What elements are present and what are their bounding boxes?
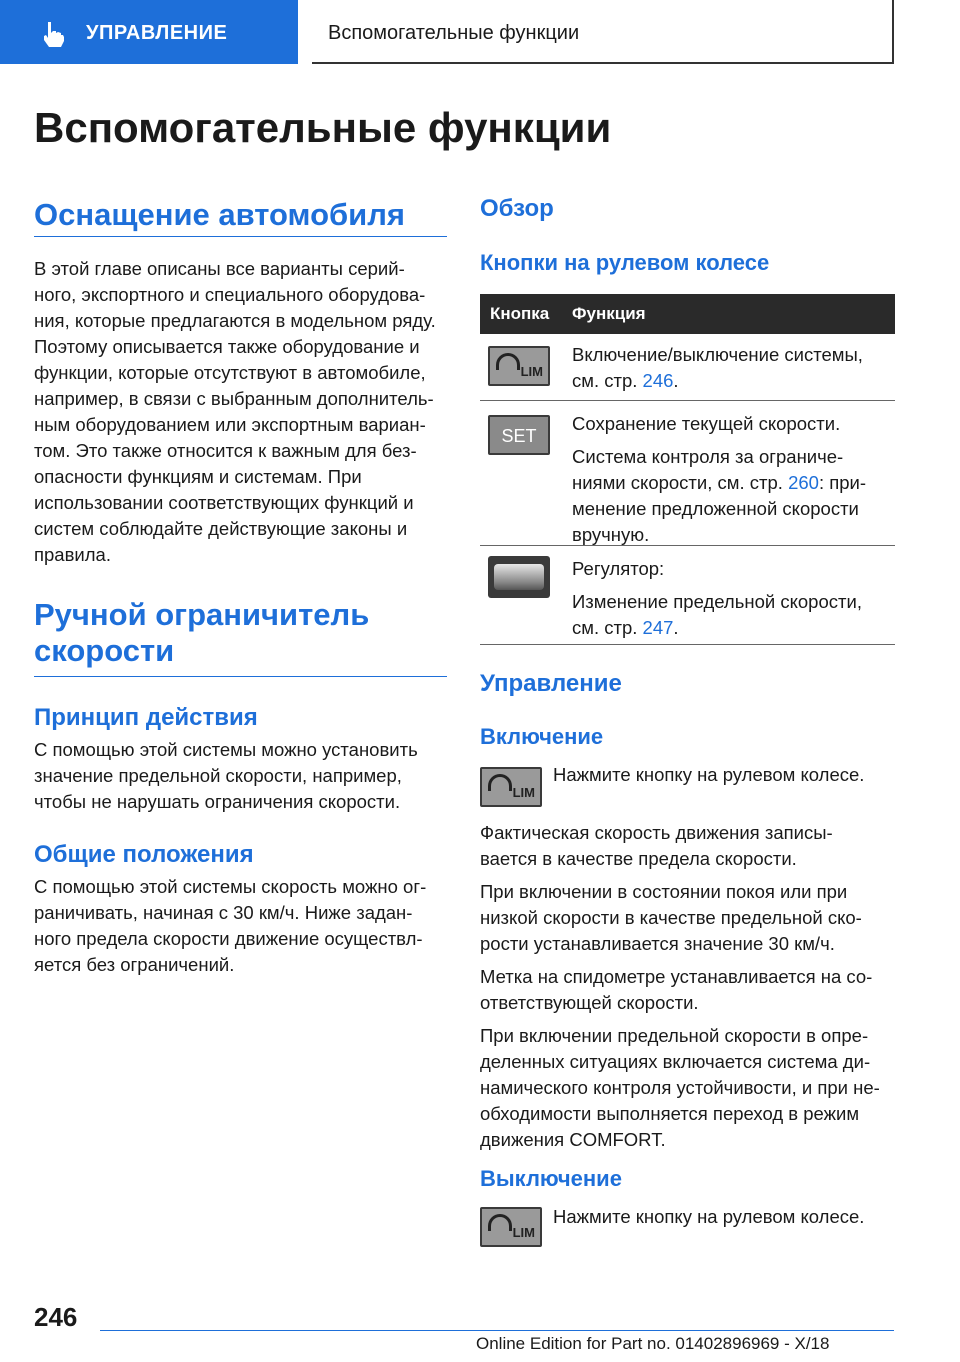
text-line: использовании соответствующих функций и <box>34 492 414 513</box>
text-line: движения COMFORT. <box>480 1129 666 1150</box>
text-line: деленных ситуациях включается система ди- <box>480 1051 871 1072</box>
equipment-text <box>34 256 447 568</box>
hand-pointer-icon <box>38 20 66 48</box>
limiter-heading-line: Ручной ограничитель <box>34 597 370 632</box>
set-button-icon: SET <box>488 415 550 455</box>
text-line: Сохранение текущей скорости. <box>572 413 841 434</box>
footer-rule <box>100 1330 894 1331</box>
page-link-260[interactable]: 260 <box>788 472 819 493</box>
control-heading: Управление <box>480 670 622 697</box>
paragraph <box>480 820 895 872</box>
text-line: В этой главе описаны все варианты серий- <box>34 258 405 279</box>
text-line: ным оборудованием или экспортным вариан- <box>34 414 426 435</box>
text-line: яется без ограничений. <box>34 954 235 975</box>
text-line: правила. <box>34 544 111 565</box>
paragraph <box>480 964 895 1016</box>
text-line: ного, экспортного и специального оборудова- <box>34 284 426 305</box>
overview-heading: Обзор <box>480 195 554 222</box>
row-function-text <box>572 411 866 548</box>
chapter-tab[interactable] <box>0 0 298 64</box>
text-line: функции, которые отсутствуют в автомобиле, <box>34 362 426 383</box>
text-line: При включении в состоянии покоя или при <box>480 881 848 902</box>
wheel-buttons-heading: Кнопки на рулевом колесе <box>480 250 770 275</box>
edition-note: Online Edition for Part no. 01402896969 - X/18 <box>476 1334 830 1353</box>
switch-off-heading: Выключение <box>480 1166 622 1191</box>
text-line: менение предложенной скорости <box>572 498 859 519</box>
text-line: вается в качестве предела скорости. <box>480 848 797 869</box>
text-line: Включение/выключение системы, <box>572 344 863 365</box>
principle-heading: Принцип действия <box>34 704 258 731</box>
text-line: см. стр. 246. <box>572 370 679 391</box>
text-line: Поэтому описывается также оборудование и <box>34 336 420 357</box>
rocker-switch-icon <box>488 556 550 598</box>
text-line: низкой скорости в качестве предельной ско- <box>480 907 862 928</box>
switch-on-heading: Включение <box>480 724 604 749</box>
limiter-heading-line: скорости <box>34 633 175 668</box>
text-line: С помощью этой системы можно установить <box>34 739 418 760</box>
text-line: чтобы не нарушать ограничения скорости. <box>34 791 401 812</box>
text-line: обходимости выполняется переход в режим <box>480 1103 860 1124</box>
text-line: Фактическая скорость движения записы- <box>480 822 833 843</box>
chapter-tab-label: УПРАВЛЕНИЕ <box>86 22 228 44</box>
paragraph <box>480 879 895 957</box>
text-line: вручную. <box>572 524 650 545</box>
text-line: намического контроля устойчивости, и при не- <box>480 1077 880 1098</box>
text-line: Система контроля за ограниче- <box>572 446 844 467</box>
text-line: ния, которые предлагаются в модельном ряду. <box>34 310 436 331</box>
buttons-table <box>480 294 895 645</box>
row-function-text <box>572 342 863 394</box>
row-function-text <box>572 556 862 641</box>
general-heading: Общие положения <box>34 841 254 868</box>
limiter-heading <box>34 597 369 669</box>
switch-off-text: Нажмите кнопку на рулевом колесе. <box>553 1206 865 1227</box>
text-line: рости устанавливается значение 30 км/ч. <box>480 933 835 954</box>
text-line: раничивать, начиная с 30 км/ч. Ниже задан- <box>34 902 413 923</box>
text-line: ниями скорости, см. стр. 260: при- <box>572 472 867 493</box>
control-paragraphs <box>480 820 895 1153</box>
page-link-246[interactable]: 246 <box>642 370 674 391</box>
page-title: Вспомогательные функции <box>34 104 612 151</box>
equipment-heading: Оснащение автомобиля <box>34 197 405 232</box>
text-line: Метка на спидометре устанавливается на со- <box>480 966 873 987</box>
text-line: см. стр. 247. <box>572 617 679 638</box>
table-row <box>480 546 895 645</box>
principle-text <box>34 737 447 815</box>
text-line: ответствующей скорости. <box>480 992 699 1013</box>
table-row <box>480 334 895 401</box>
limiter-rule <box>34 676 447 677</box>
breadcrumb-label: Вспомогательные функции <box>328 22 580 44</box>
column-header-button: Кнопка <box>490 304 550 323</box>
text-line: С помощью этой системы скорость можно ог- <box>34 876 427 897</box>
text-line: например, в связи с выбранным дополнитель- <box>34 388 434 409</box>
lim-button-icon: LIM <box>488 346 550 386</box>
lim-button-icon: LIM <box>480 1207 542 1247</box>
text-line: систем соблюдайте действующие законы и <box>34 518 408 539</box>
page-number: 246 <box>34 1302 78 1332</box>
text-line: При включении предельной скорости в опре- <box>480 1025 869 1046</box>
text-line: значение предельной скорости, например, <box>34 765 402 786</box>
text-line: Изменение предельной скорости, <box>572 591 862 612</box>
control-section <box>480 670 895 698</box>
column-header-function: Функция <box>572 304 646 323</box>
table-header <box>480 294 895 334</box>
breadcrumb <box>312 0 894 64</box>
text-line: опасности функциям и системам. При <box>34 466 362 487</box>
lim-button-icon: LIM <box>480 767 542 807</box>
equipment-rule <box>34 236 447 237</box>
paragraph <box>480 1023 895 1153</box>
general-text <box>34 874 447 978</box>
text-line: ного предела скорости движение осуществл- <box>34 928 423 949</box>
text-line: том. Это также относится к важным для без- <box>34 440 417 461</box>
page-link-247[interactable]: 247 <box>642 617 674 638</box>
table-row <box>480 401 895 546</box>
text-line: Регулятор: <box>572 558 665 579</box>
switch-on-text: Нажмите кнопку на рулевом колесе. <box>553 764 865 785</box>
